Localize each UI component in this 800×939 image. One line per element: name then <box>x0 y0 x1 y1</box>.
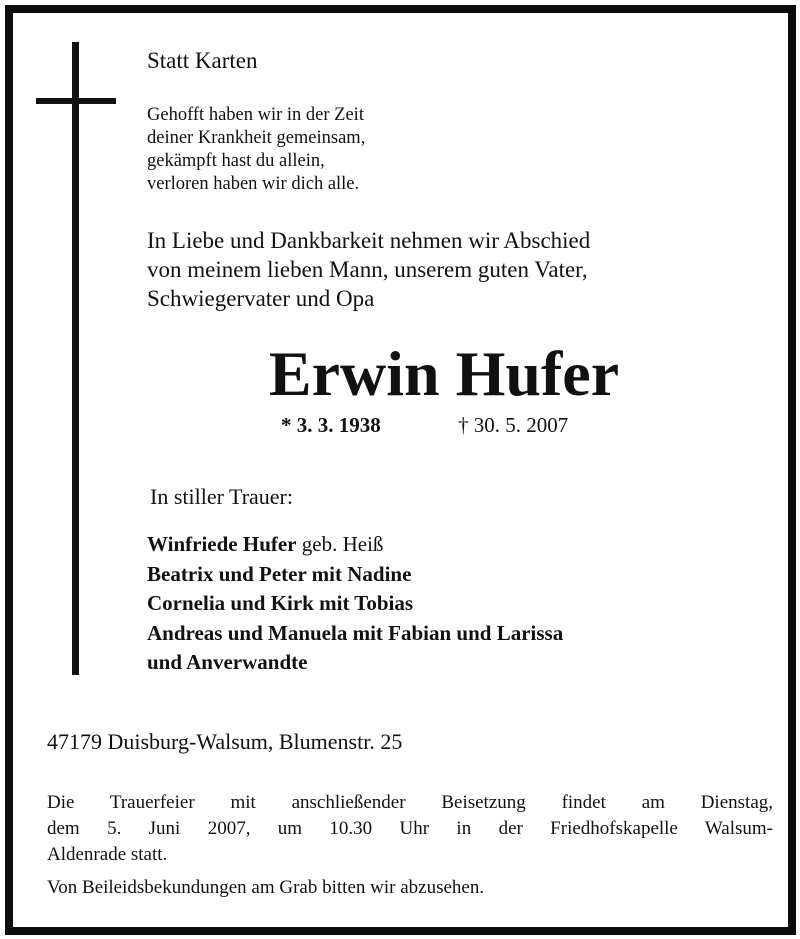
poem-line: deiner Krankheit gemeinsam, <box>147 128 366 148</box>
poem-line: verloren haben wir dich alle. <box>147 174 360 194</box>
condolence-note: Von Beileidsbekundungen am Grab bitten wir abzusehen. <box>47 877 485 898</box>
intro-line: von meinem lieben Mann, unserem guten Vater, <box>147 257 588 282</box>
address: 47179 Duisburg-Walsum, Blumenstr. 25 <box>47 729 403 754</box>
poem <box>147 104 365 196</box>
poem-line: Gehofft haben wir in der Zeit <box>147 105 364 125</box>
intro-line: Schwiegervater und Opa <box>147 286 375 311</box>
ceremony-info <box>47 790 773 868</box>
mourners-list <box>147 530 563 678</box>
death-date: † 30. 5. 2007 <box>458 413 569 437</box>
mourner-line: Andreas und Manuela mit Fabian und Larissa <box>147 620 564 645</box>
mourner-maiden-name: geb. Heiß <box>296 532 384 556</box>
mourner-line <box>147 530 563 560</box>
intro-line: In Liebe und Dankbarkeit nehmen wir Abschied <box>147 228 591 253</box>
mourning-heading: In stiller Trauer: <box>150 484 293 509</box>
ceremony-line: Die Trauerfeier mit anschließender Beisetzung findet am Dienstag, <box>47 792 773 813</box>
cross-icon-crossbar <box>36 98 116 104</box>
mourner-line: Beatrix und Peter mit Nadine <box>147 561 412 586</box>
deceased-name: Erwin Hufer <box>268 338 620 409</box>
ceremony-line: Aldenrade statt. <box>47 844 168 865</box>
ceremony-line: dem 5. Juni 2007, um 10.30 Uhr in der Friedhofskapelle Walsum- <box>47 818 773 839</box>
birth-date: * 3. 3. 1938 <box>281 413 381 437</box>
farewell-intro <box>147 226 590 313</box>
statt-karten-heading: Statt Karten <box>147 48 258 73</box>
mourner-name: Winfriede Hufer <box>147 532 297 556</box>
mourner-line: und Anverwandte <box>147 650 308 674</box>
mourner-line: Cornelia und Kirk mit Tobias <box>147 591 414 615</box>
poem-line: gekämpft hast du allein, <box>147 151 325 171</box>
